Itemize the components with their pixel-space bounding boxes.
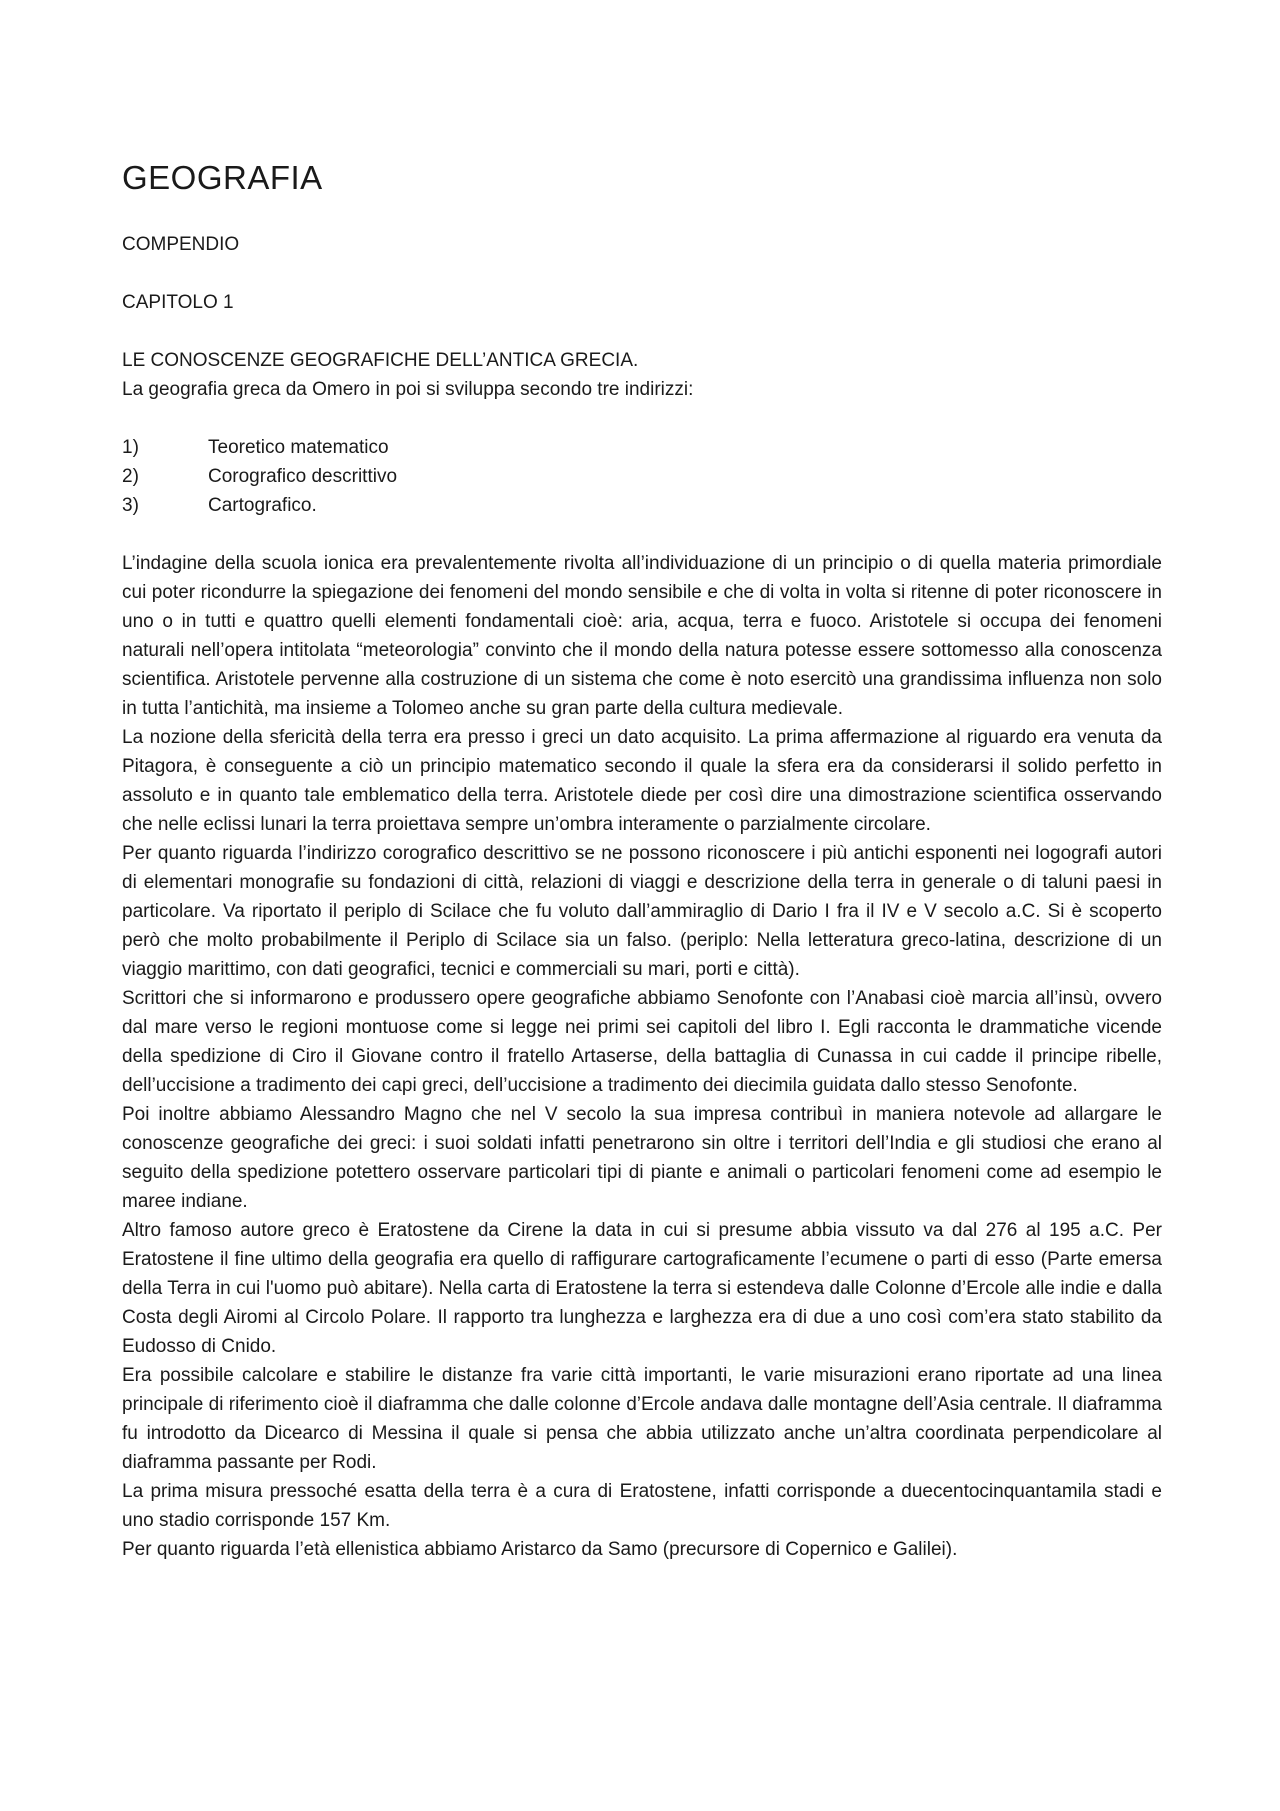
body-paragraph: Scrittori che si informarono e produssero opere geografiche abbiamo Senofonte con l’Anabasi cioè marcia all’insù, ovvero dal mare verso le regioni montuose come si legge nei primi sei capitoli del libro I. Egli racconta le drammatiche vicende della spedizione di Ciro il Giovane contro il fratello Artaserse, della battaglia di Cunassa in cui cadde il principe ribelle, dell’uccisione a tradimento dei capi greci, dell’uccisione a tradimento dei diecimila guidata dallo stesso Senofonte. xyxy=(122,988,1162,1096)
document-subtitle: COMPENDIO xyxy=(122,234,240,255)
body-paragraph: Per quanto riguarda l’età ellenistica abbiamo Aristarco da Samo (precursore di Copernico e Galilei). xyxy=(122,1539,958,1560)
body-paragraph: Era possibile calcolare e stabilire le distanze fra varie città importanti, le varie misurazioni erano riportate ad una linea principale di riferimento cioè il diaframma che dalle colonne d’Ercole andava dalle montagne dell’Asia centrale. Il diaframma fu introdotto da Dicearco di Messina il quale si pensa che abbia utilizzato anche un’altra coordinata perpendicolare al diaframma passante per Rodi. xyxy=(122,1365,1162,1473)
document-body xyxy=(122,549,1162,1564)
body-paragraph: La nozione della sfericità della terra era presso i greci un dato acquisito. La prima affermazione al riguardo era venuta da Pitagora, è conseguente a ciò un principio matematico secondo il quale la sfera era da considerarsi il solido perfetto in assoluto e in quanto tale emblematico della terra. Aristotele diede per così dire una dimostrazione scientifica osservando che nelle eclissi lunari la terra proiettava sempre un’ombra interamente o parzialmente circolare. xyxy=(122,727,1162,835)
list-item-text: Corografico descrittivo xyxy=(208,466,398,487)
list-item-text: Cartografico. xyxy=(208,495,317,516)
approach-list xyxy=(122,433,1162,520)
list-item-number: 3) xyxy=(122,495,139,516)
list-item xyxy=(122,491,1162,520)
list-item-number: 2) xyxy=(122,466,139,487)
body-paragraph: L’indagine della scuola ionica era prevalentemente rivolta all’individuazione di un principio o di quella materia primordiale cui poter ricondurre la spiegazione dei fenomeni del mondo sensibile e che di volta in volta si ritenne di poter riconoscere in uno o in tutti e quattro quelli elementi fondamentali cioè: aria, acqua, terra e fuoco. Aristotele si occupa dei fenomeni naturali nell’opera intitolata “meteorologia” convinto che il mondo della natura potesse essere sottomesso alla conoscenza scientifica. Aristotele pervenne alla costruzione di un sistema che come è noto esercitò una grandissima influenza non solo in tutta l’antichità, ma insieme a Tolomeo anche su gran parte della cultura medievale. xyxy=(122,553,1162,719)
list-item-text: Teoretico matematico xyxy=(208,437,389,458)
body-paragraph: Altro famoso autore greco è Eratostene da Cirene la data in cui si presume abbia vissuto va dal 276 al 195 a.C. Per Eratostene il fine ultimo della geografia era quello di raffigurare cartograficamente l’ecumene o parti di esso (Parte emersa della Terra in cui l'uomo può abitare). Nella carta di Eratostene la terra si estendeva dalle Colonne d’Ercole alle indie e dalla Costa degli Airomi al Circolo Polare. Il rapporto tra lunghezza e larghezza era di due a uno così com’era stato stabilito da Eudosso di Cnido. xyxy=(122,1220,1162,1357)
list-item xyxy=(122,433,1162,462)
body-paragraph: Poi inoltre abbiamo Alessandro Magno che nel V secolo la sua impresa contribuì in maniera notevole ad allargare le conoscenze geografiche dei greci: i suoi soldati infatti penetrarono sin oltre i territori dell’India e gli studiosi che erano al seguito della spedizione potettero osservare particolari tipi di piante e animali o particolari fenomeni come ad esempio le maree indiane. xyxy=(122,1104,1162,1212)
document-title: GEOGRAFIA xyxy=(122,159,323,196)
section-heading: LE CONOSCENZE GEOGRAFICHE DELL’ANTICA GRECIA. xyxy=(122,350,639,371)
intro-text: La geografia greca da Omero in poi si sviluppa secondo tre indirizzi: xyxy=(122,379,694,400)
chapter-heading: CAPITOLO 1 xyxy=(122,292,234,313)
list-item xyxy=(122,462,1162,491)
body-paragraph: La prima misura pressoché esatta della terra è a cura di Eratostene, infatti corrisponde a duecentocinquantamila stadi e uno stadio corrisponde 157 Km. xyxy=(122,1481,1162,1531)
body-paragraph: Per quanto riguarda l’indirizzo corografico descrittivo se ne possono riconoscere i più antichi esponenti nei logografi autori di elementari monografie su fondazioni di città, relazioni di viaggi e descrizione della terra in generale o di taluni paesi in particolare. Va riportato il periplo di Scilace che fu voluto dall’ammiraglio di Dario I fra il IV e V secolo a.C. Si è scoperto però che molto probabilmente il Periplo di Scilace sia un falso. (periplo: Nella letteratura greco-latina, descrizione di un viaggio marittimo, con dati geografici, tecnici e commerciali su mari, porti e città). xyxy=(122,843,1162,980)
list-item-number: 1) xyxy=(122,437,139,458)
